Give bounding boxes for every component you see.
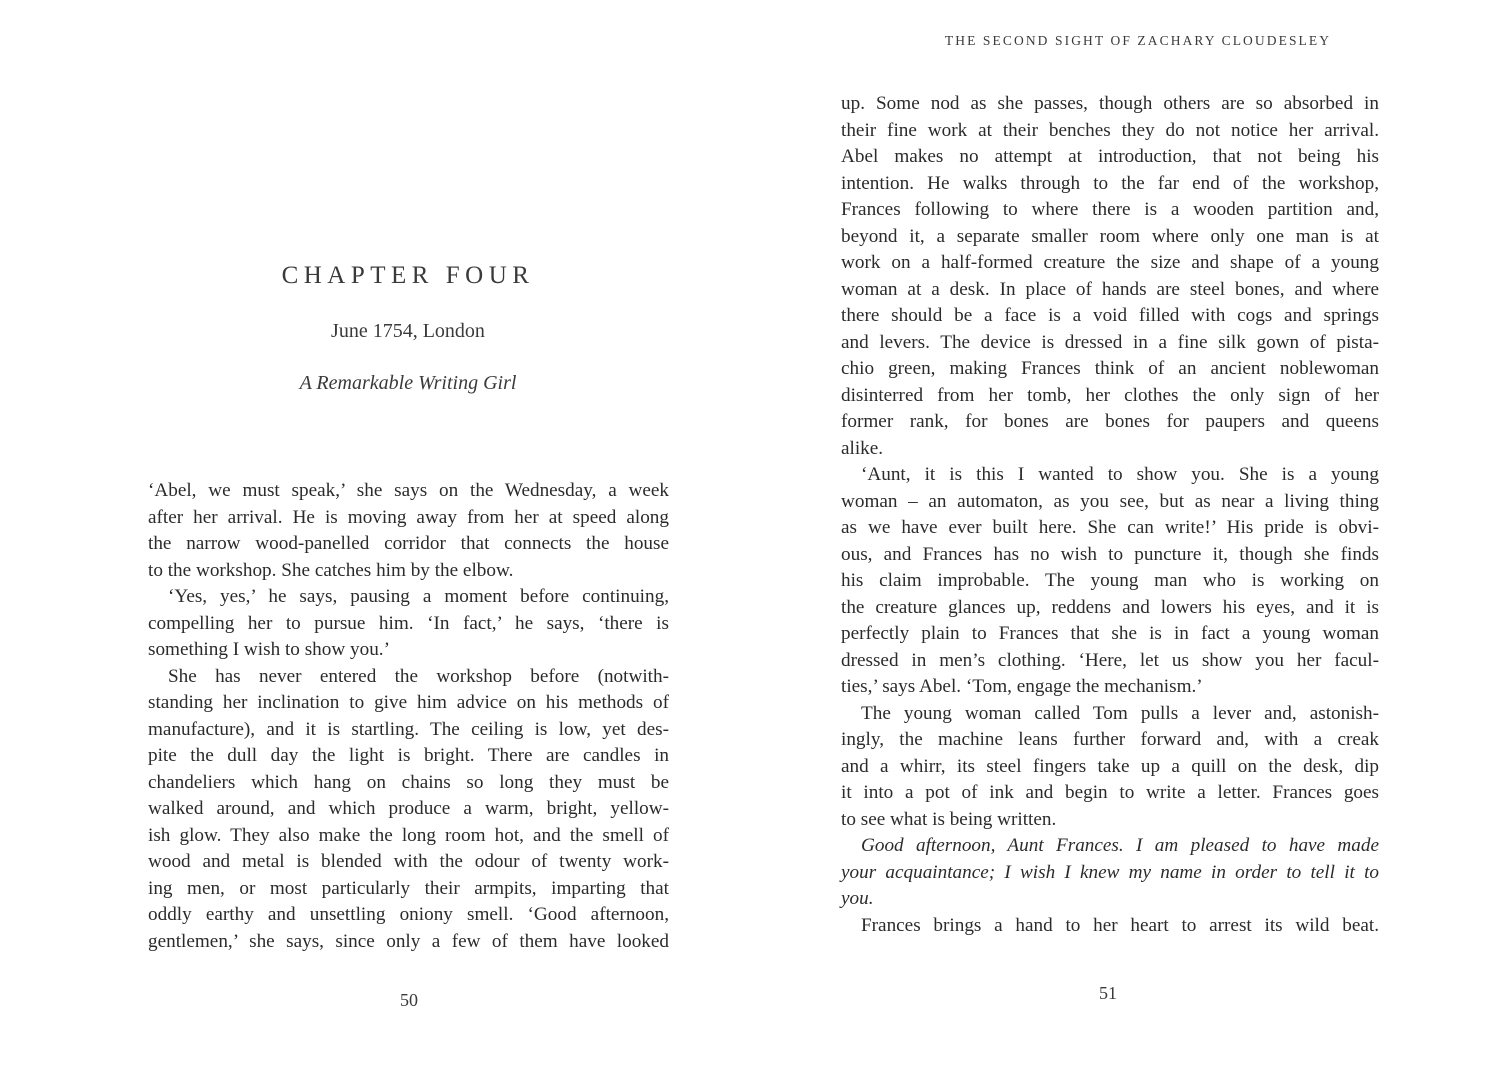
right-body-text — [841, 91, 1379, 939]
text-line: oddly earthy and unsettling oniony smell. ‘Good afternoon, — [148, 904, 669, 925]
text-line: ish glow. They also make the long room hot, and the smell of — [148, 824, 669, 846]
text-line: as we have ever built here. She can write!’ His pride is obvi- — [841, 517, 1379, 538]
text-line: ‘Yes, yes,’ he says, pausing a moment before continuing, — [168, 586, 669, 607]
text-line: manufacture), and it is startling. The ceiling is low, yet des- — [148, 718, 669, 740]
text-line: Abel makes no attempt at introduction, that not being his — [841, 146, 1379, 167]
text-line: standing her inclination to give him advice on his methods of — [148, 692, 669, 713]
text-line: The young woman called Tom pulls a lever and, astonish- — [861, 702, 1379, 724]
text-line: woman at a desk. In place of hands are steel bones, and where — [841, 278, 1379, 300]
text-line: ing men, or most particularly their armpits, imparting that — [148, 877, 669, 899]
text-line: and levers. The device is dressed in a fine silk gown of pista- — [841, 331, 1379, 353]
chapter-subtitle: A Remarkable Writing Girl — [299, 372, 517, 394]
text-line: something I wish to show you.’ — [148, 639, 390, 660]
text-line: woman – an automaton, as you see, but as near a living thing — [841, 490, 1379, 512]
text-line: you. — [841, 888, 874, 909]
text-line: disinterred from her tomb, her clothes the only sign of her — [841, 384, 1379, 406]
text-line: ‘Aunt, it is this I wanted to show you. She is a young — [861, 464, 1379, 485]
text-line: pite the dull day the light is bright. There are candles in — [148, 745, 669, 766]
text-line: after her arrival. He is moving away from her at speed along — [148, 506, 669, 528]
text-line: ‘Abel, we must speak,’ she says on the Wednesday, a week — [148, 480, 669, 501]
text-line: compelling her to pursue him. ‘In fact,’ he says, ‘there is — [148, 612, 669, 634]
text-line: their fine work at their benches they do not notice her arrival. — [841, 119, 1379, 141]
text-line: dressed in men’s clothing. ‘Here, let us show you her facul- — [841, 649, 1379, 671]
text-line: the creature glances up, reddens and lowers his eyes, and it is — [841, 596, 1379, 618]
text-line: She has never entered the workshop before (notwith- — [168, 665, 669, 687]
text-line: it into a pot of ink and begin to write a letter. Frances goes — [841, 782, 1379, 803]
text-line: work on a half-formed creature the size and shape of a young — [841, 252, 1379, 273]
chapter-title: CHAPTER FOUR — [281, 262, 535, 289]
text-line: gentlemen,’ she says, since only a few of them have looked — [148, 930, 669, 952]
text-line: chandeliers which hang on chains so long they must be — [148, 771, 669, 793]
page-number: 51 — [1099, 983, 1117, 1003]
text-line: ties,’ says Abel. ‘Tom, engage the mechanism.’ — [841, 676, 1203, 697]
text-line: to the workshop. She catches him by the elbow. — [148, 559, 514, 581]
text-line: former rank, for bones are bones for paupers and queens — [841, 411, 1379, 432]
text-line: up. Some nod as she passes, though others are so absorbed in — [841, 93, 1379, 114]
text-line: Good afternoon, Aunt Frances. I am pleased to have made — [861, 835, 1379, 856]
text-line: there should be a face is a void filled with cogs and springs — [841, 305, 1379, 326]
text-line: ous, and Frances has no wish to puncture it, though she finds — [841, 543, 1379, 565]
text-line: and a whirr, its steel fingers take up a quill on the desk, dip — [841, 755, 1379, 777]
text-line: his claim improbable. The young man who is working on — [841, 570, 1379, 591]
text-line: walked around, and which produce a warm, bright, yellow- — [148, 798, 669, 819]
text-line: your acquaintance; I wish I knew my name in order to tell it to — [841, 861, 1379, 883]
page-number: 50 — [400, 990, 418, 1010]
text-line: Frances brings a hand to her heart to arrest its wild beat. — [861, 914, 1379, 936]
right-page — [750, 0, 1499, 1080]
text-line: chio green, making Frances think of an ancient noblewoman — [841, 358, 1379, 379]
text-line: ingly, the machine leans further forward and, with a creak — [841, 729, 1379, 750]
text-line: perfectly plain to Frances that she is in fact a young woman — [841, 623, 1379, 644]
chapter-date: June 1754, London — [331, 320, 485, 342]
left-body-text — [148, 478, 669, 955]
text-line: the narrow wood-panelled corridor that connects the house — [148, 533, 669, 554]
text-line: wood and metal is blended with the odour of twenty work- — [148, 851, 669, 872]
text-line: alike. — [841, 437, 884, 459]
text-line: to see what is being written. — [841, 808, 1057, 830]
text-line: Frances following to where there is a wooden partition and, — [841, 199, 1379, 220]
text-line: beyond it, a separate smaller room where only one man is at — [841, 225, 1379, 247]
text-line: intention. He walks through to the far end of the workshop, — [841, 172, 1379, 194]
running-head: THE SECOND SIGHT OF ZACHARY CLOUDESLEY — [944, 33, 1332, 48]
